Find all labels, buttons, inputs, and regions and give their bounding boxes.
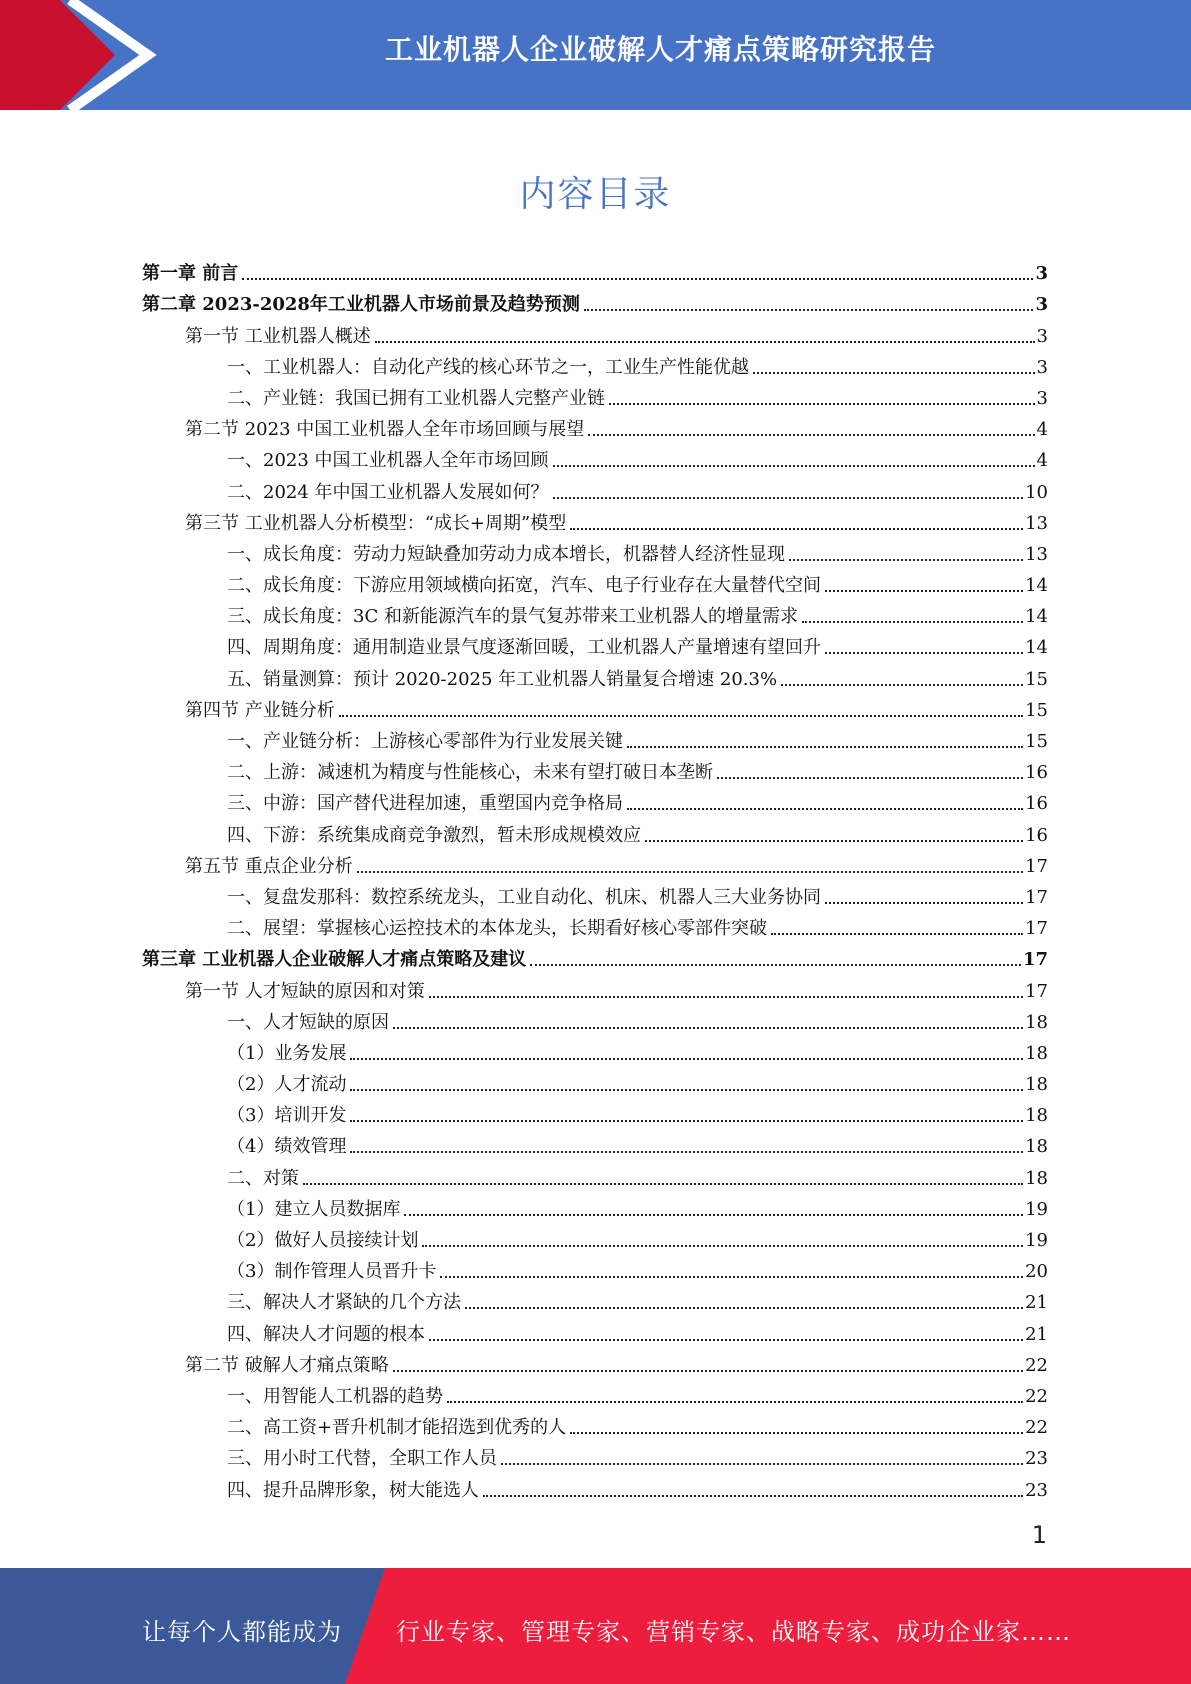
toc-entry-page: 23 — [1025, 1479, 1048, 1501]
toc-entry-page: 15 — [1025, 668, 1048, 690]
toc-entry-title: 一、人才短缺的原因 — [227, 1011, 389, 1033]
toc-entry-page: 3 — [1036, 356, 1048, 378]
toc-entry-page: 17 — [1025, 855, 1048, 877]
toc-entry-title: （1）建立人员数据库 — [227, 1198, 401, 1220]
toc-entry-page: 14 — [1025, 637, 1048, 659]
toc-entry-page: 3 — [1035, 294, 1048, 316]
toc-entry-page: 4 — [1036, 419, 1048, 441]
toc-entry[interactable] — [142, 1034, 1048, 1065]
toc-entry-page: 3 — [1035, 263, 1048, 285]
toc-entry-title: 二、上游：减速机为精度与性能核心，未来有望打破日本垄断 — [227, 762, 713, 784]
toc-entry[interactable] — [142, 597, 1048, 628]
toc-entry[interactable] — [142, 753, 1048, 784]
toc-leader-dots — [825, 901, 1023, 904]
toc-leader-dots — [357, 870, 1023, 873]
toc-entry-page: 3 — [1036, 387, 1048, 409]
toc-entry-page: 15 — [1025, 731, 1048, 752]
toc-entry[interactable] — [142, 1252, 1048, 1283]
toc-entry-page: 21 — [1025, 1292, 1048, 1314]
toc-leader-dots — [553, 496, 1024, 499]
toc-leader-dots — [717, 776, 1023, 779]
toc-entry-title: 三、中游：国产替代进程加速，重塑国内竞争格局 — [227, 793, 623, 815]
toc-entry[interactable] — [142, 410, 1048, 441]
toc-entry-page: 13 — [1025, 512, 1048, 534]
toc-entry-title: 二、高工资+晋升机制才能招选到优秀的人 — [227, 1417, 567, 1439]
toc-entry[interactable] — [142, 1346, 1048, 1377]
toc-entry-page: 22 — [1025, 1417, 1048, 1439]
toc-entry-title: 一、2023 中国工业机器人全年市场回顾 — [227, 450, 549, 472]
toc-entry-title: 二、对策 — [227, 1167, 299, 1189]
toc-entry-page: 22 — [1025, 1385, 1048, 1407]
toc-entry-page: 15 — [1025, 699, 1048, 721]
toc-entry-title: 四、下游：系统集成商竞争激烈，暂未形成规模效应 — [227, 824, 641, 846]
toc-entry-title: 第二节 破解人才痛点策略 — [185, 1354, 389, 1376]
toc-entry[interactable] — [142, 566, 1048, 597]
toc-leader-dots — [303, 1182, 1023, 1185]
toc-entry[interactable] — [142, 1190, 1048, 1221]
toc-entry[interactable] — [142, 1408, 1048, 1439]
toc-entry-page: 14 — [1025, 606, 1048, 628]
toc-entry-title: （4）绩效管理 — [227, 1136, 347, 1158]
footer-banner — [0, 1568, 1191, 1684]
toc-leader-dots — [553, 464, 1035, 467]
toc-entry[interactable] — [142, 254, 1048, 285]
header-banner — [0, 0, 1191, 110]
toc-heading: 内容目录 — [519, 174, 672, 215]
toc-leader-dots — [570, 1431, 1023, 1434]
toc-entry-title: 五、销量测算：预计 2020-2025 年工业机器人销量复合增速 20.3% — [227, 668, 778, 690]
toc-entry[interactable] — [142, 815, 1048, 846]
toc-entry-title: 三、成长角度：3C 和新能源汽车的景气复苏带来工业机器人的增量需求 — [227, 606, 798, 628]
toc-entry[interactable] — [142, 504, 1048, 535]
toc-entry-title: （2）做好人员接续计划 — [227, 1230, 419, 1251]
toc-leader-dots — [404, 1213, 1023, 1216]
toc-entry[interactable] — [142, 285, 1048, 316]
toc-leader-dots — [422, 1244, 1023, 1247]
toc-entry-page: 23 — [1025, 1448, 1048, 1470]
toc-leader-dots — [789, 558, 1023, 561]
toc-leader-dots — [465, 1306, 1023, 1309]
toc-entry-title: 二、展望：掌握核心运控技术的本体龙头，长期看好核心零部件突破 — [227, 918, 767, 940]
toc-leader-dots — [627, 807, 1023, 810]
toc-entry-page: 13 — [1025, 543, 1048, 565]
toc-leader-dots — [570, 527, 1023, 530]
toc-entry[interactable] — [142, 722, 1048, 753]
toc-leader-dots — [802, 620, 1023, 623]
toc-entry[interactable] — [142, 1314, 1048, 1345]
toc-entry-page: 16 — [1025, 824, 1048, 846]
toc-entry[interactable] — [142, 784, 1048, 815]
toc-entry[interactable] — [142, 1127, 1048, 1158]
toc-leader-dots — [393, 1026, 1023, 1029]
footer-slogan: 让每个人都能成为 — [142, 1618, 342, 1646]
toc-entry-title: 四、解决人才问题的根本 — [227, 1323, 425, 1345]
toc-leader-dots — [375, 340, 1035, 343]
toc-entry[interactable] — [142, 1065, 1048, 1096]
toc-entry-page: 19 — [1025, 1198, 1048, 1220]
toc-entry[interactable] — [142, 348, 1048, 379]
toc-leader-dots — [753, 371, 1035, 374]
toc-leader-dots — [501, 1462, 1023, 1465]
toc-entry-title: （3）制作管理人员晋升卡 — [227, 1261, 437, 1283]
toc-leader-dots — [429, 995, 1023, 998]
page-number: 1 — [1031, 1521, 1047, 1549]
toc-entry[interactable] — [142, 1283, 1048, 1314]
toc-entry[interactable] — [142, 379, 1048, 410]
toc-entry-title: 第三节 工业机器人分析模型：“成长+周期”模型 — [185, 512, 567, 534]
toc-leader-dots — [440, 1275, 1023, 1278]
toc-leader-dots — [429, 1338, 1023, 1341]
toc-leader-dots — [339, 714, 1023, 717]
toc-entry[interactable] — [142, 691, 1048, 722]
table-of-contents — [142, 254, 1048, 1502]
toc-leader-dots — [825, 651, 1023, 654]
toc-entry-title: 三、解决人才紧缺的几个方法 — [227, 1292, 461, 1314]
toc-entry-page: 10 — [1025, 481, 1048, 503]
toc-entry-page: 18 — [1025, 1136, 1048, 1158]
toc-leader-dots — [483, 1494, 1023, 1497]
toc-entry-page: 21 — [1025, 1323, 1048, 1345]
toc-leader-dots — [350, 1057, 1023, 1060]
toc-entry-page: 18 — [1025, 1167, 1048, 1189]
toc-entry-page: 20 — [1025, 1261, 1048, 1283]
toc-entry-title: 第一节 人才短缺的原因和对策 — [185, 980, 425, 1002]
toc-entry[interactable] — [142, 441, 1048, 472]
toc-entry[interactable] — [142, 1158, 1048, 1189]
toc-entry-page: 19 — [1025, 1230, 1048, 1251]
toc-entry-title: 二、成长角度：下游应用领域横向拓宽，汽车、电子行业存在大量替代空间 — [227, 575, 821, 597]
footer-roles: 行业专家、管理专家、营销专家、战略专家、成功企业家…… — [396, 1618, 1071, 1646]
toc-leader-dots — [645, 839, 1023, 842]
toc-entry[interactable] — [142, 878, 1048, 909]
toc-entry-title: 第一节 工业机器人概述 — [185, 325, 371, 347]
toc-entry-page: 18 — [1025, 1074, 1048, 1096]
toc-entry-page: 16 — [1025, 793, 1048, 815]
toc-entry[interactable] — [142, 1221, 1048, 1252]
toc-leader-dots — [588, 433, 1034, 436]
toc-entry-title: 一、工业机器人：自动化产线的核心环节之一，工业生产性能优越 — [227, 356, 749, 378]
toc-entry-title: 第五节 重点企业分析 — [185, 855, 353, 877]
toc-entry-page: 17 — [1025, 980, 1048, 1002]
toc-entry-page: 18 — [1025, 1011, 1048, 1033]
toc-entry-page: 17 — [1025, 886, 1048, 908]
toc-entry-page: 4 — [1036, 450, 1048, 472]
toc-entry[interactable] — [142, 535, 1048, 566]
toc-entry-title: （3）培训开发 — [227, 1105, 347, 1127]
toc-leader-dots — [771, 932, 1023, 935]
toc-entry-title: 第二节 2023 中国工业机器人全年市场回顾与展望 — [185, 419, 585, 441]
toc-entry-page: 22 — [1025, 1354, 1048, 1376]
toc-entry-title: 四、提升品牌形象，树大能选人 — [227, 1479, 479, 1501]
toc-entry-page: 17 — [1025, 918, 1048, 940]
toc-entry[interactable] — [142, 940, 1048, 971]
toc-entry[interactable] — [142, 909, 1048, 940]
toc-leader-dots — [627, 745, 1023, 748]
toc-leader-dots — [242, 277, 1033, 280]
toc-entry-title: 四、周期角度：通用制造业景气度逐渐回暖，工业机器人产量增速有望回升 — [227, 637, 821, 659]
toc-leader-dots — [447, 1400, 1023, 1403]
toc-entry-title: 第二章 2023-2028年工业机器人市场前景及趋势预测 — [142, 294, 580, 316]
toc-entry-title: 一、成长角度：劳动力短缺叠加劳动力成本增长，机器替人经济性显现 — [227, 543, 785, 565]
toc-entry-page: 16 — [1025, 762, 1048, 784]
toc-entry[interactable] — [142, 1003, 1048, 1034]
toc-entry[interactable] — [142, 971, 1048, 1002]
toc-entry-title: 一、用智能人工机器的趋势 — [227, 1385, 443, 1407]
toc-entry-title: 第一章 前言 — [142, 263, 239, 285]
report-title: 工业机器人企业破解人才痛点策略研究报告 — [384, 33, 936, 66]
toc-leader-dots — [350, 1150, 1023, 1153]
toc-entry-title: 二、产业链：我国已拥有工业机器人完整产业链 — [227, 387, 605, 409]
toc-entry-title: 一、产业链分析：上游核心零部件为行业发展关键 — [227, 731, 623, 752]
toc-entry[interactable] — [142, 1096, 1048, 1127]
toc-entry-page: 18 — [1025, 1105, 1048, 1127]
toc-entry[interactable] — [142, 1439, 1048, 1470]
toc-leader-dots — [350, 1119, 1023, 1122]
toc-entry[interactable] — [142, 847, 1048, 878]
toc-entry-title: （1）业务发展 — [227, 1042, 347, 1064]
toc-entry-title: 二、2024 年中国工业机器人发展如何？ — [227, 481, 549, 503]
toc-leader-dots — [530, 963, 1021, 966]
toc-leader-dots — [609, 402, 1035, 405]
toc-entry-title: （2）人才流动 — [227, 1074, 347, 1096]
toc-entry[interactable] — [142, 1377, 1048, 1408]
toc-leader-dots — [350, 1088, 1023, 1091]
toc-entry[interactable] — [142, 472, 1048, 503]
toc-entry-title: 一、复盘发那科：数控系统龙头，工业自动化、机床、机器人三大业务协同 — [227, 886, 821, 908]
toc-entry[interactable] — [142, 316, 1048, 347]
toc-entry-page: 3 — [1036, 325, 1048, 347]
toc-entry-title: 第三章 工业机器人企业破解人才痛点策略及建议 — [142, 949, 527, 971]
toc-leader-dots — [393, 1369, 1023, 1372]
toc-entry[interactable] — [142, 628, 1048, 659]
toc-entry[interactable] — [142, 659, 1048, 690]
toc-leader-dots — [825, 589, 1023, 592]
toc-entry-page: 17 — [1022, 949, 1048, 971]
toc-leader-dots — [781, 683, 1023, 686]
toc-leader-dots — [584, 308, 1034, 311]
toc-entry-title: 三、用小时工代替，全职工作人员 — [227, 1448, 497, 1470]
toc-entry-title: 第四节 产业链分析 — [185, 699, 335, 721]
toc-entry[interactable] — [142, 1470, 1048, 1501]
toc-entry-page: 18 — [1025, 1042, 1048, 1064]
toc-entry-page: 14 — [1025, 575, 1048, 597]
